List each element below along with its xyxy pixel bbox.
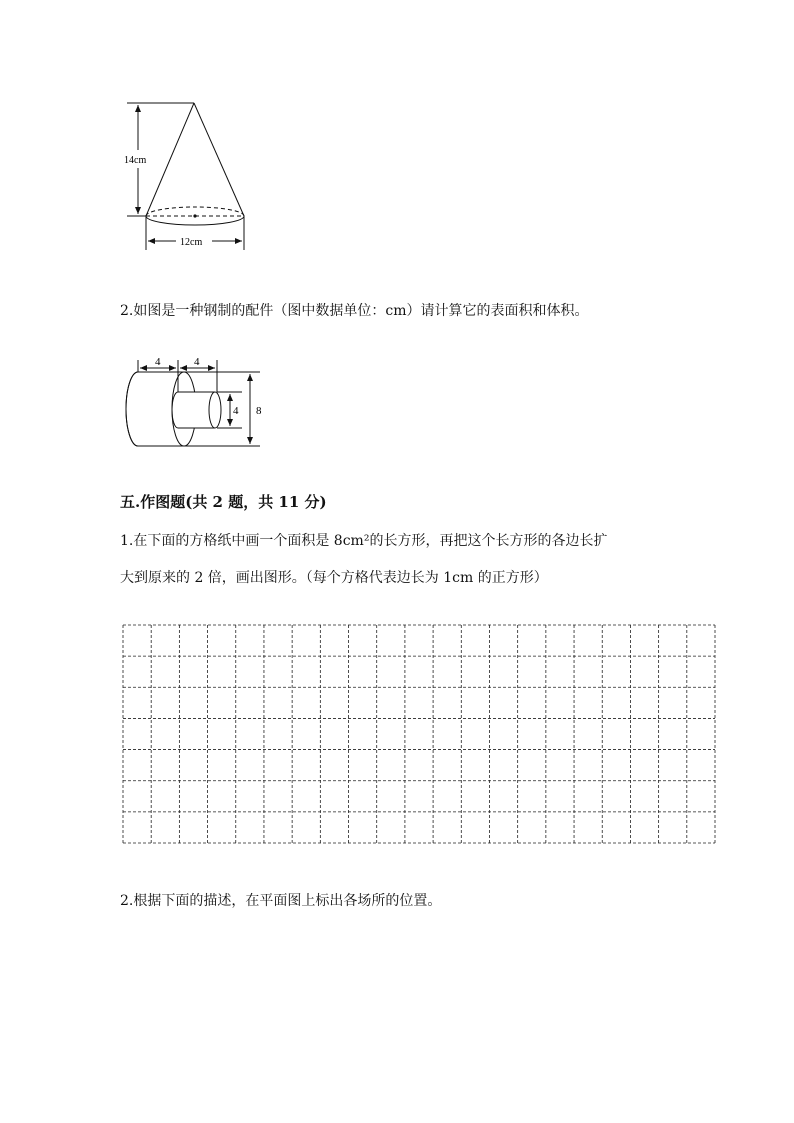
dim-outer: 8 [256,405,262,417]
cone-figure [120,95,260,260]
dim-top-left: 4 [155,356,161,368]
section-5-heading: 五.作图题(共 2 题，共 11 分) [120,493,327,511]
question-5-1-line1: 1.在下面的方格纸中画一个面积是 8cm²的长方形，再把这个长方形的各边长扩 [120,533,608,549]
question-4-2: 2.如图是一种钢制的配件（图中数据单位：cm）请计算它的表面积和体积。 [120,303,589,319]
steel-part-figure [120,350,280,450]
question-5-2: 2.根据下面的描述，在平面图上标出各场所的位置。 [120,893,442,909]
square-grid-paper[interactable] [120,622,718,846]
cone-height-label: 14cm [124,155,147,166]
question-5-1-line2: 大到原来的 2 倍，画出图形。（每个方格代表边长为 1cm 的正方形） [120,570,548,586]
dim-top-right: 4 [194,356,200,368]
cone-diameter-label: 12cm [180,237,203,248]
dim-inner: 4 [233,405,239,417]
